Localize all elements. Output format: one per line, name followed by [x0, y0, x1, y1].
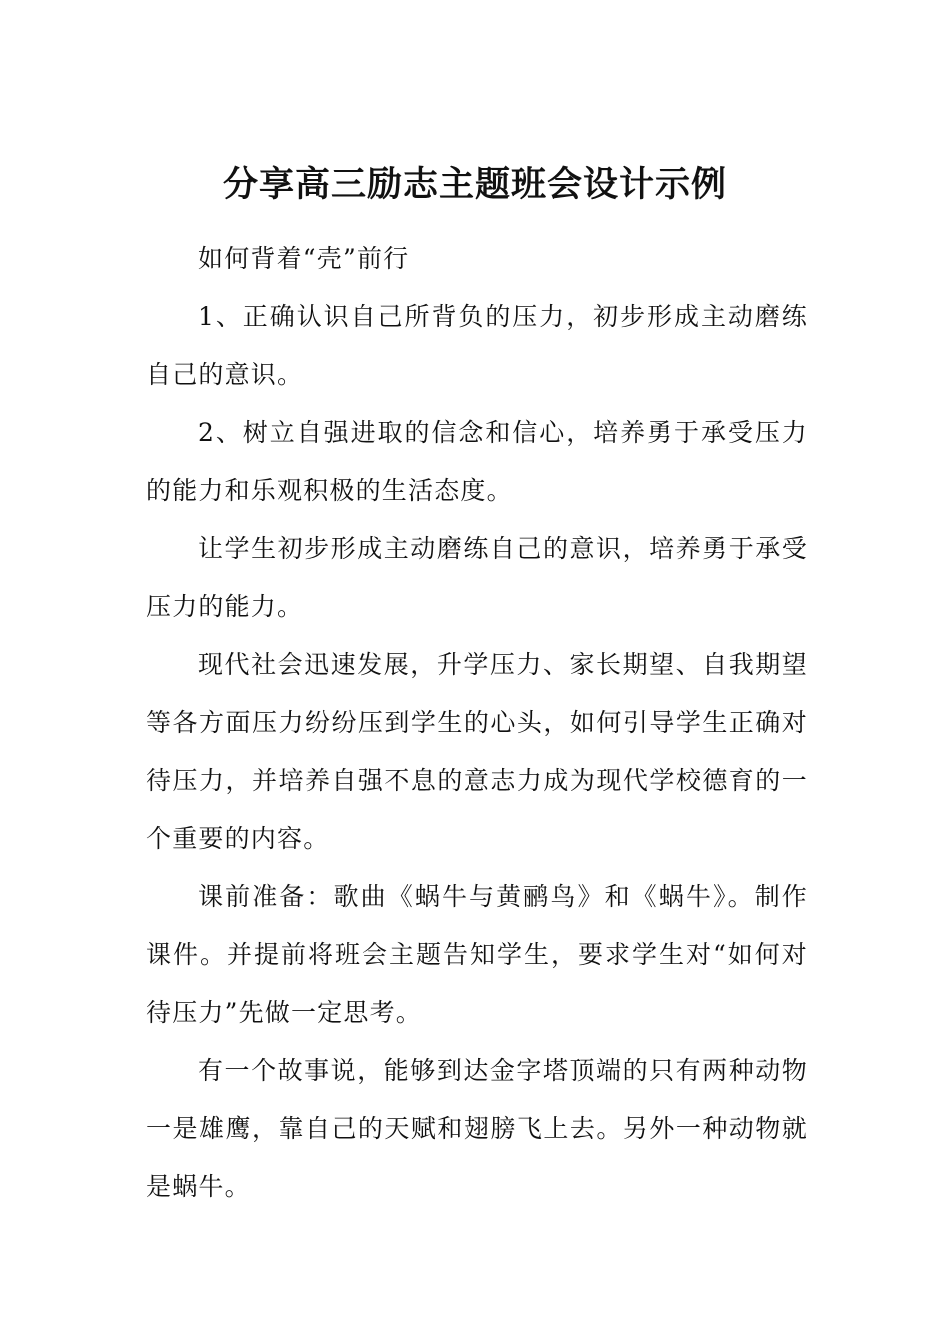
paragraph-objective-2: 2、树立自强进取的信念和信心，培养勇于承受压力的能力和乐观积极的生活态度。 — [146, 418, 808, 505]
document-title: 分享高三励志主题班会设计示例 — [222, 165, 727, 205]
document-body — [146, 230, 808, 1216]
paragraph-background: 现代社会迅速发展，升学压力、家长期望、自我期望等各方面压力纷纷压到学生的心头，如何引导学生正确对待压力，并培养自强不息的意志力成为现代学校德育的一个重要的内容。 — [146, 650, 808, 853]
paragraph-key-point: 让学生初步形成主动磨练自己的意识，培养勇于承受压力的能力。 — [146, 534, 808, 621]
paragraph-subtitle: 如何背着“壳”前行 — [198, 244, 410, 273]
paragraph-objective-1: 1、正确认识自己所背负的压力，初步形成主动磨练自己的意识。 — [146, 302, 808, 389]
paragraph-story: 有一个故事说，能够到达金字塔顶端的只有两种动物一是雄鹰，靠自己的天赋和翅膀飞上去。另外一种动物就是蜗牛。 — [146, 1056, 808, 1201]
paragraph-preparation: 课前准备：歌曲《蜗牛与黄鹂鸟》和《蜗牛》。制作课件。并提前将班会主题告知学生，要求学生对“如何对待压力”先做一定思考。 — [146, 882, 808, 1027]
